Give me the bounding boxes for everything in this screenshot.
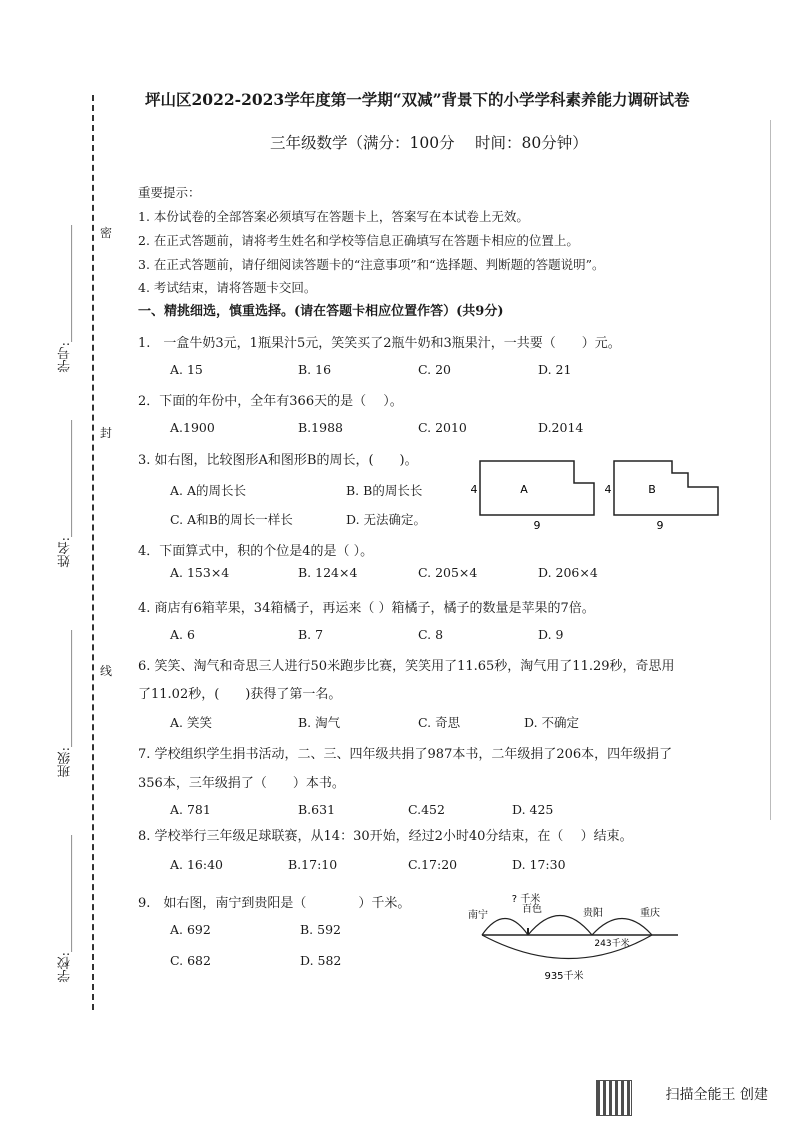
unknown-distance-label: ? 千米 (511, 894, 541, 905)
question-6-stem-cont: 了11.02秒，( )获得了第一名。 (138, 687, 342, 702)
city-baise: 百色 (522, 904, 542, 915)
section-1-title: 一、精挑细选，慎重选择。(请在答题卡相应位置作答）(共9分) (138, 304, 504, 319)
q7-option-c: C.452 (408, 802, 445, 817)
shape-b-width-label: 9 (656, 519, 664, 532)
question-4-stem: 4．下面算式中，积的个位是4的是（ ）。 (138, 544, 374, 559)
question-2-stem: 2．下面的年份中，全年有366天的是（ ）。 (138, 394, 403, 409)
side-field-name: 姓名:__________________ (58, 420, 73, 568)
city-nanning: 南宁 (468, 910, 488, 921)
shape-a-width-label: 9 (533, 519, 541, 532)
notice-item: 3. 在正式答题前，请仔细阅读答题卡的“注意事项”和“选择题、判断题的答题说明”。 (138, 257, 605, 272)
binding-dashed-line (92, 95, 94, 1010)
q8-option-a: A. 16:40 (170, 857, 223, 872)
q1-option-c: C. 20 (418, 362, 451, 377)
q3-option-b: B. B的周长长 (346, 483, 423, 498)
q7-option-d: D. 425 (512, 802, 554, 817)
perimeter-figure (462, 455, 732, 535)
q4-option-a: A. 153×4 (170, 565, 230, 580)
q2-option-b: B.1988 (298, 420, 343, 435)
side-field-school: 学校:__________________ (58, 835, 73, 983)
question-1-stem: 1. 一盒牛奶3元，1瓶果汁5元，笑笑买了2瓶牛奶和3瓶果汁，一共要（ ）元。 (138, 336, 621, 351)
q8-option-d: D. 17:30 (512, 857, 566, 872)
q7-option-a: A. 781 (170, 802, 211, 817)
q9-option-c: C. 682 (170, 953, 211, 968)
shape-b-height-label: 4 (604, 483, 612, 496)
q9-option-d: D. 582 (300, 953, 342, 968)
question-5-stem: 4. 商店有6箱苹果，34箱橘子，再运来（ ）箱橘子，橘子的数量是苹果的7倍。 (138, 601, 595, 616)
q9-option-a: A. 692 (170, 922, 211, 937)
q5-option-a: A. 6 (170, 627, 195, 642)
q1-option-a: A. 15 (170, 362, 203, 377)
notice-item: 2. 在正式答题前，请将考生姓名和学校等信息正确填写在答题卡相应的位置上。 (138, 233, 579, 248)
shape-a-outline (480, 461, 594, 515)
q8-option-c: C.17:20 (408, 857, 458, 872)
distance-figure (460, 890, 690, 990)
q4-option-d: D. 206×4 (538, 565, 598, 580)
city-guiyang: 贵阳 (583, 908, 603, 919)
q3-option-a: A. A的周长长 (170, 483, 247, 498)
seal-feng: 封 (100, 426, 113, 440)
q2-option-c: C. 2010 (418, 420, 467, 435)
q3-option-d: D. 无法确定。 (346, 512, 427, 527)
q4-option-b: B. 124×4 (298, 565, 358, 580)
question-8-stem: 8. 学校举行三年级足球联赛，从14：30开始，经过2小时40分结束，在（ ）结束。 (138, 829, 633, 844)
q2-option-d: D.2014 (538, 420, 584, 435)
q1-option-b: B. 16 (298, 362, 332, 377)
guiyang-chongqing-arc (592, 919, 652, 936)
q6-option-b: B. 淘气 (298, 715, 341, 730)
page-edge-line (770, 120, 771, 820)
q1-option-d: D. 21 (538, 362, 572, 377)
exam-subtitle: 三年级数学（满分：100分 时间：80分钟） (270, 134, 588, 152)
side-field-student-id: 学号:__________________ (58, 225, 73, 373)
q6-option-d: D. 不确定 (524, 715, 580, 730)
total-distance-label: 935千米 (544, 971, 584, 982)
scanner-watermark: 扫描全能王 创建 (665, 1087, 768, 1103)
seal-xian: 线 (100, 664, 113, 678)
notice-item: 4. 考试结束，请将答题卡交回。 (138, 280, 317, 295)
q4-option-c: C. 205×4 (418, 565, 478, 580)
shape-b-outline (614, 461, 718, 515)
city-chongqing: 重庆 (640, 908, 660, 919)
shape-a-height-label: 4 (470, 483, 478, 496)
segment-distance-label: 243千米 (594, 939, 630, 949)
shape-b-label: B (648, 483, 656, 496)
question-6-stem: 6. 笑笑、淘气和奇思三人进行50米跑步比赛，笑笑用了11.65秒，淘气用了11.29秒，奇思用 (138, 659, 675, 674)
q8-option-b: B.17:10 (288, 857, 338, 872)
q5-option-d: D. 9 (538, 627, 564, 642)
q7-option-b: B.631 (298, 802, 336, 817)
exam-title: 坪山区2022-2023学年度第一学期“双减”背景下的小学学科素养能力调研试卷 (145, 90, 690, 109)
question-9-stem: 9. 如右图，南宁到贵阳是（ ）千米。 (138, 896, 411, 911)
question-7-stem: 7. 学校组织学生捐书活动，二、三、四年级共捐了987本书，二年级捐了206本，四年级捐了 (138, 747, 673, 762)
question-3-stem: 3. 如右图，比较图形A和图形B的周长，( )。 (138, 453, 418, 468)
seal-mi: 密 (100, 226, 113, 240)
q6-option-c: C. 奇思 (418, 715, 461, 730)
unknown-arc (482, 919, 528, 936)
q5-option-c: C. 8 (418, 627, 444, 642)
q3-option-c: C. A和B的周长一样长 (170, 512, 293, 527)
shape-a-label: A (520, 483, 528, 496)
question-7-stem-cont: 356本，三年级捐了（ ）本书。 (138, 776, 345, 791)
q2-option-a: A.1900 (170, 420, 215, 435)
notice-heading: 重要提示： (138, 185, 201, 200)
side-field-class: 班级:__________________ (58, 630, 73, 778)
qr-code-icon (596, 1080, 632, 1116)
q6-option-a: A. 笑笑 (170, 715, 212, 730)
notice-item: 1. 本份试卷的全部答案必须填写在答题卡上，答案写在本试卷上无效。 (138, 209, 529, 224)
q9-option-b: B. 592 (300, 922, 341, 937)
q5-option-b: B. 7 (298, 627, 324, 642)
